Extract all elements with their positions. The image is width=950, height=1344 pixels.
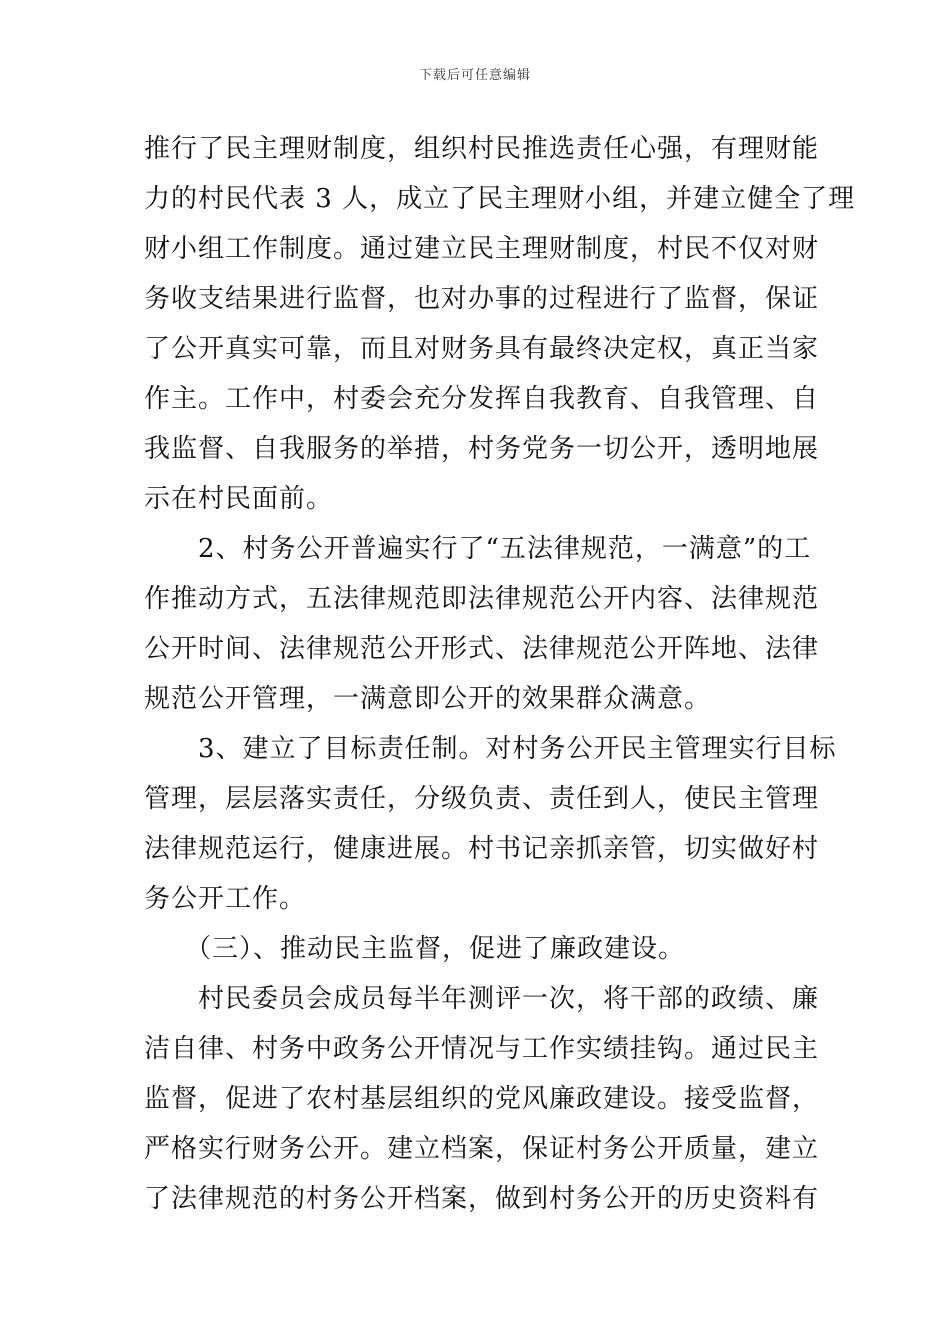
text-line: 法律规范运行，健康进展。村书记亲抓亲管，切实做好村	[144, 834, 820, 864]
text-line: 村民委员会成员每半年测评一次，将干部的政绩、廉	[144, 984, 820, 1014]
page-header-note: 下载后可任意编辑	[418, 68, 531, 83]
section-heading: （三）、推动民主监督，促进了廉政建设。	[144, 934, 686, 964]
text-line: 力的村民代表 3 人，成立了民主理财小组，并建立健全了理	[144, 184, 856, 214]
text-line: 管理，层层落实责任，分级负责、责任到人，使民主管理	[144, 784, 820, 814]
text-line: 作主。工作中，村委会充分发挥自我教育、自我管理、自	[144, 384, 820, 414]
text-line: 我监督、自我服务的举措，村务党务一切公开，透明地展	[144, 434, 820, 464]
text-line: 作推动方式，五法律规范即法律规范公开内容、法律规范	[144, 584, 820, 614]
document-body	[144, 124, 856, 1224]
text-line: 财小组工作制度。通过建立民主理财制度，村民不仅对财	[144, 234, 820, 264]
text-line: 公开时间、法律规范公开形式、法律规范公开阵地、法律	[144, 634, 820, 664]
text-line: 严格实行财务公开。建立档案，保证村务公开质量，建立	[144, 1134, 820, 1164]
text-line: 了公开真实可靠，而且对财务具有最终决定权，真正当家	[144, 334, 820, 364]
text-line: 洁自律、村务中政务公开情况与工作实绩挂钩。通过民主	[144, 1034, 820, 1064]
text-line: 务收支结果进行监督，也对办事的过程进行了监督，保证	[144, 284, 820, 314]
text-line: 示在村民面前。	[144, 484, 334, 514]
text-line: 监督，促进了农村基层组织的党风廉政建设。接受监督，	[144, 1084, 820, 1114]
text-line: 了法律规范的村务公开档案，做到村务公开的历史资料有	[144, 1184, 820, 1214]
text-line: 2、村务公开普遍实行了“五法律规范，一满意”的工	[144, 534, 812, 564]
text-line: 规范公开管理，一满意即公开的效果群众满意。	[144, 684, 712, 714]
text-line: 3、建立了目标责任制。对村务公开民主管理实行目标	[144, 734, 837, 764]
text-line: 务公开工作。	[144, 884, 307, 914]
text-line: 推行了民主理财制度，组织村民推选责任心强，有理财能	[144, 134, 820, 164]
